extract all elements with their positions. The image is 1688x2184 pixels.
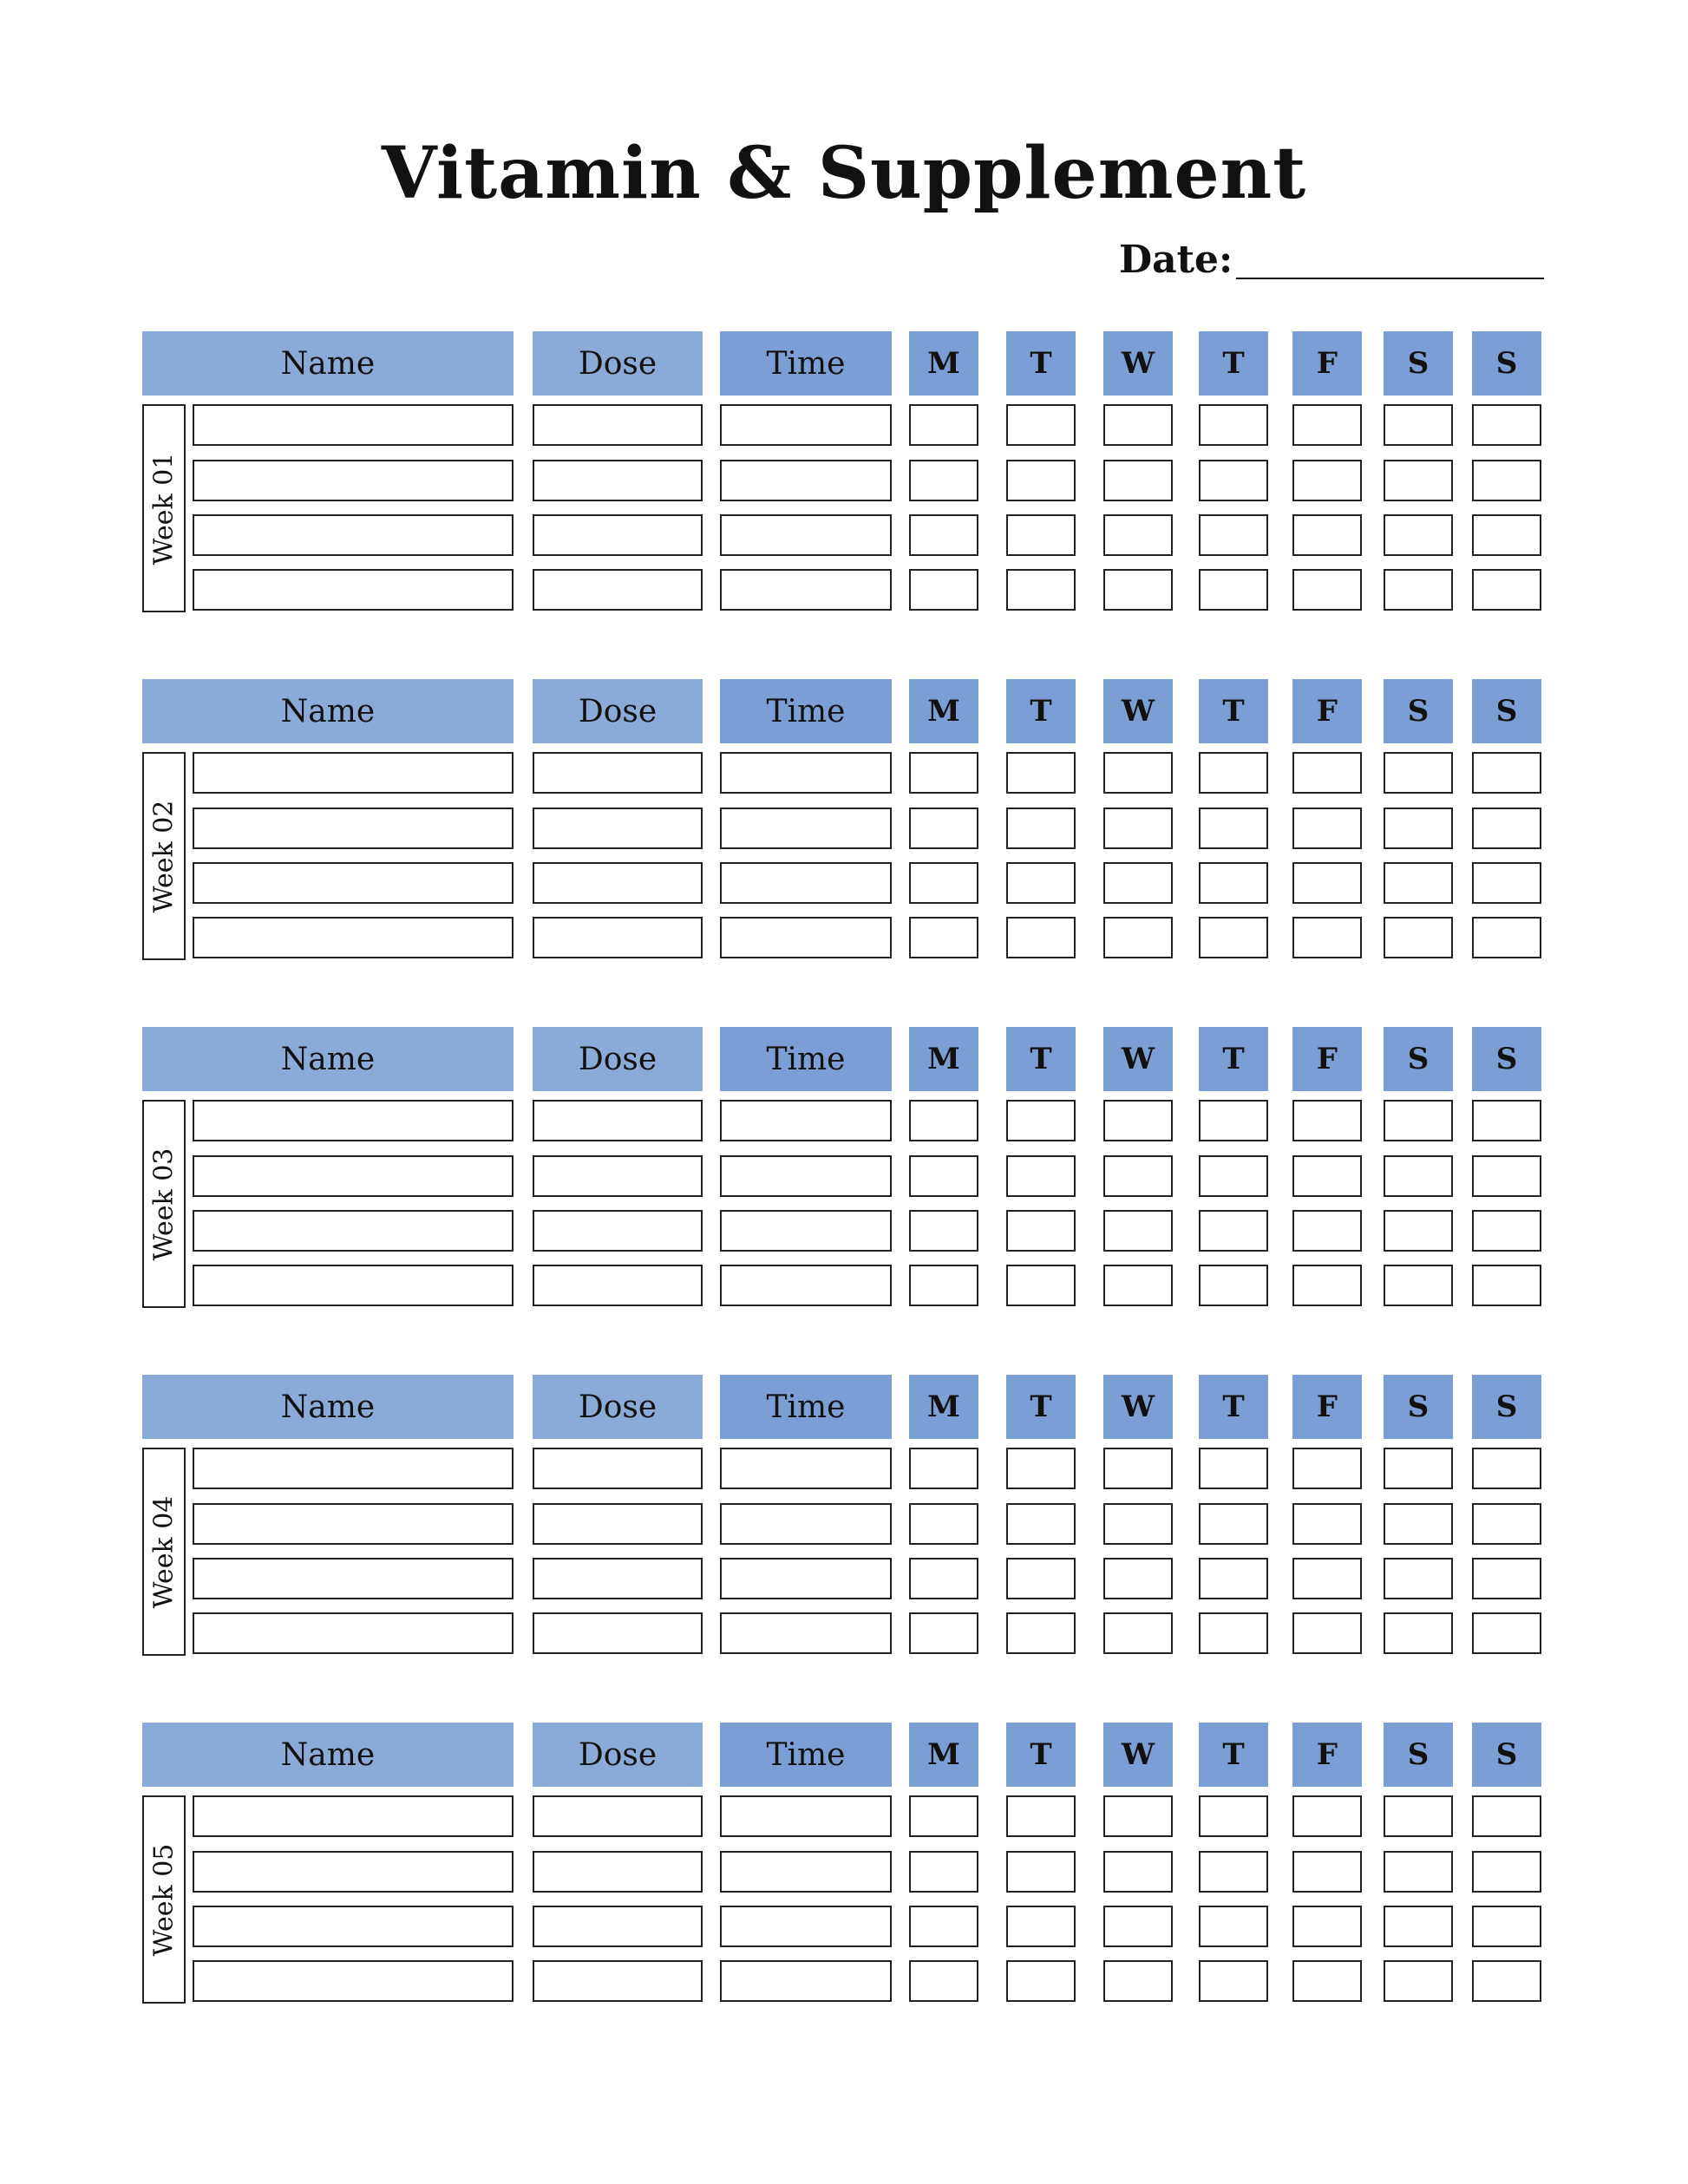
header-day-fri: F [1292, 331, 1362, 396]
checkbox-sat[interactable] [1384, 514, 1453, 556]
checkbox-sat[interactable] [1384, 1210, 1453, 1252]
dose-input[interactable] [533, 1960, 703, 2002]
checkbox-mon[interactable] [909, 862, 978, 904]
week-label [142, 1448, 186, 1656]
checkbox-mon[interactable] [909, 1503, 978, 1545]
dose-input[interactable] [533, 514, 703, 556]
header-name: Name [142, 1375, 514, 1439]
checkbox-mon[interactable] [909, 1795, 978, 1837]
checkbox-tue[interactable] [1006, 1906, 1076, 1947]
time-input[interactable] [720, 1558, 892, 1599]
header-day-mon: M [909, 1027, 978, 1091]
checkbox-wed[interactable] [1103, 1960, 1173, 2002]
checkbox-tue[interactable] [1006, 752, 1076, 794]
week-block-1 [0, 331, 1688, 626]
checkbox-sat[interactable] [1384, 1960, 1453, 2002]
header-day-sat: S [1384, 1723, 1453, 1787]
dose-input[interactable] [533, 808, 703, 849]
checkbox-thu[interactable] [1199, 460, 1268, 501]
checkbox-fri[interactable] [1292, 917, 1362, 958]
date-label: Date: [1119, 238, 1233, 282]
header-day-sun: S [1472, 1375, 1541, 1439]
checkbox-wed[interactable] [1103, 1100, 1173, 1141]
header-day-tue: T [1006, 1723, 1076, 1787]
checkbox-sat[interactable] [1384, 1155, 1453, 1197]
name-input[interactable] [193, 1448, 514, 1489]
checkbox-sat[interactable] [1384, 460, 1453, 501]
checkbox-sun[interactable] [1472, 1503, 1541, 1545]
dose-input[interactable] [533, 460, 703, 501]
checkbox-mon[interactable] [909, 1612, 978, 1654]
time-input[interactable] [720, 1612, 892, 1654]
checkbox-sun[interactable] [1472, 569, 1541, 611]
checkbox-tue[interactable] [1006, 808, 1076, 849]
week-block-4 [0, 1375, 1688, 1670]
checkbox-sun[interactable] [1472, 514, 1541, 556]
header-day-wed: W [1103, 331, 1173, 396]
checkbox-thu[interactable] [1199, 1960, 1268, 2002]
dose-input[interactable] [533, 1155, 703, 1197]
checkbox-mon[interactable] [909, 1960, 978, 2002]
week-label-text: Week 03 [148, 1148, 180, 1260]
checkbox-sat[interactable] [1384, 404, 1453, 446]
header-dose: Dose [533, 1027, 703, 1091]
checkbox-sun[interactable] [1472, 862, 1541, 904]
checkbox-tue[interactable] [1006, 1265, 1076, 1306]
checkbox-tue[interactable] [1006, 1851, 1076, 1893]
header-time: Time [720, 1027, 892, 1091]
checkbox-sat[interactable] [1384, 1448, 1453, 1489]
time-input[interactable] [720, 1795, 892, 1837]
checkbox-sun[interactable] [1472, 404, 1541, 446]
header-time: Time [720, 679, 892, 743]
header-day-sat: S [1384, 1027, 1453, 1091]
checkbox-mon[interactable] [909, 514, 978, 556]
header-time: Time [720, 331, 892, 396]
checkbox-sun[interactable] [1472, 1100, 1541, 1141]
name-input[interactable] [193, 917, 514, 958]
dose-input[interactable] [533, 1795, 703, 1837]
checkbox-thu[interactable] [1199, 862, 1268, 904]
checkbox-fri[interactable] [1292, 460, 1362, 501]
checkbox-fri[interactable] [1292, 1448, 1362, 1489]
checkbox-sat[interactable] [1384, 862, 1453, 904]
checkbox-mon[interactable] [909, 1448, 978, 1489]
header-time: Time [720, 1375, 892, 1439]
checkbox-thu[interactable] [1199, 1558, 1268, 1599]
checkbox-fri[interactable] [1292, 404, 1362, 446]
checkbox-mon[interactable] [909, 1558, 978, 1599]
header-day-tue: T [1006, 679, 1076, 743]
checkbox-thu[interactable] [1199, 1100, 1268, 1141]
checkbox-tue[interactable] [1006, 917, 1076, 958]
checkbox-fri[interactable] [1292, 569, 1362, 611]
checkbox-tue[interactable] [1006, 1448, 1076, 1489]
checkbox-wed[interactable] [1103, 752, 1173, 794]
checkbox-sat[interactable] [1384, 1265, 1453, 1306]
header-time: Time [720, 1723, 892, 1787]
checkbox-fri[interactable] [1292, 1960, 1362, 2002]
header-day-sat: S [1384, 679, 1453, 743]
dose-input[interactable] [533, 1906, 703, 1947]
checkbox-mon[interactable] [909, 1210, 978, 1252]
dose-input[interactable] [533, 1612, 703, 1654]
checkbox-thu[interactable] [1199, 514, 1268, 556]
week-label [142, 752, 186, 960]
week-block-3 [0, 1027, 1688, 1322]
checkbox-fri[interactable] [1292, 808, 1362, 849]
checkbox-wed[interactable] [1103, 1448, 1173, 1489]
checkbox-tue[interactable] [1006, 862, 1076, 904]
name-input[interactable] [193, 404, 514, 446]
week-label [142, 404, 186, 612]
time-input[interactable] [720, 1210, 892, 1252]
header-dose: Dose [533, 331, 703, 396]
week-label [142, 1100, 186, 1308]
checkbox-fri[interactable] [1292, 1210, 1362, 1252]
header-day-thu: T [1199, 1723, 1268, 1787]
checkbox-tue[interactable] [1006, 1960, 1076, 2002]
checkbox-sun[interactable] [1472, 1795, 1541, 1837]
checkbox-sat[interactable] [1384, 917, 1453, 958]
checkbox-mon[interactable] [909, 752, 978, 794]
header-dose: Dose [533, 1375, 703, 1439]
header-day-tue: T [1006, 1027, 1076, 1091]
checkbox-sun[interactable] [1472, 917, 1541, 958]
time-input[interactable] [720, 808, 892, 849]
header-day-wed: W [1103, 1375, 1173, 1439]
checkbox-thu[interactable] [1199, 1906, 1268, 1947]
time-input[interactable] [720, 1503, 892, 1545]
checkbox-tue[interactable] [1006, 1612, 1076, 1654]
checkbox-wed[interactable] [1103, 1155, 1173, 1197]
checkbox-wed[interactable] [1103, 569, 1173, 611]
checkbox-sun[interactable] [1472, 1210, 1541, 1252]
header-day-tue: T [1006, 331, 1076, 396]
week-label-text: Week 01 [148, 452, 180, 565]
name-input[interactable] [193, 1265, 514, 1306]
checkbox-mon[interactable] [909, 1100, 978, 1141]
checkbox-sat[interactable] [1384, 1851, 1453, 1893]
week-label-text: Week 04 [148, 1495, 180, 1608]
checkbox-mon[interactable] [909, 917, 978, 958]
time-input[interactable] [720, 1960, 892, 2002]
checkbox-sun[interactable] [1472, 1265, 1541, 1306]
name-input[interactable] [193, 1558, 514, 1599]
checkbox-thu[interactable] [1199, 1448, 1268, 1489]
header-day-fri: F [1292, 679, 1362, 743]
checkbox-fri[interactable] [1292, 1100, 1362, 1141]
header-day-wed: W [1103, 1027, 1173, 1091]
dose-input[interactable] [533, 404, 703, 446]
checkbox-sat[interactable] [1384, 1100, 1453, 1141]
checkbox-thu[interactable] [1199, 1210, 1268, 1252]
name-input[interactable] [193, 1100, 514, 1141]
checkbox-wed[interactable] [1103, 1265, 1173, 1306]
checkbox-sat[interactable] [1384, 752, 1453, 794]
checkbox-fri[interactable] [1292, 1795, 1362, 1837]
checkbox-wed[interactable] [1103, 1503, 1173, 1545]
checkbox-wed[interactable] [1103, 917, 1173, 958]
checkbox-sat[interactable] [1384, 1795, 1453, 1837]
header-day-thu: T [1199, 1375, 1268, 1439]
checkbox-mon[interactable] [909, 1265, 978, 1306]
checkbox-wed[interactable] [1103, 1558, 1173, 1599]
dose-input[interactable] [533, 752, 703, 794]
header-day-mon: M [909, 331, 978, 396]
checkbox-fri[interactable] [1292, 1558, 1362, 1599]
time-input[interactable] [720, 1906, 892, 1947]
date-field[interactable] [1119, 234, 1544, 283]
week-label [142, 1795, 186, 2004]
header-day-sun: S [1472, 1723, 1541, 1787]
name-input[interactable] [193, 1155, 514, 1197]
date-input-line[interactable] [1236, 278, 1544, 279]
checkbox-thu[interactable] [1199, 569, 1268, 611]
checkbox-fri[interactable] [1292, 514, 1362, 556]
dose-input[interactable] [533, 1448, 703, 1489]
header-day-sun: S [1472, 1027, 1541, 1091]
dose-input[interactable] [533, 862, 703, 904]
checkbox-tue[interactable] [1006, 1558, 1076, 1599]
time-input[interactable] [720, 917, 892, 958]
checkbox-tue[interactable] [1006, 1100, 1076, 1141]
checkbox-sat[interactable] [1384, 1906, 1453, 1947]
time-input[interactable] [720, 862, 892, 904]
checkbox-sun[interactable] [1472, 1155, 1541, 1197]
checkbox-mon[interactable] [909, 1155, 978, 1197]
checkbox-thu[interactable] [1199, 808, 1268, 849]
header-day-mon: M [909, 1375, 978, 1439]
checkbox-tue[interactable] [1006, 1210, 1076, 1252]
checkbox-wed[interactable] [1103, 1906, 1173, 1947]
header-name: Name [142, 1723, 514, 1787]
checkbox-sun[interactable] [1472, 752, 1541, 794]
week-label-text: Week 02 [148, 800, 180, 912]
checkbox-thu[interactable] [1199, 1265, 1268, 1306]
checkbox-fri[interactable] [1292, 1155, 1362, 1197]
checkbox-fri[interactable] [1292, 1612, 1362, 1654]
checkbox-fri[interactable] [1292, 752, 1362, 794]
name-input[interactable] [193, 808, 514, 849]
time-input[interactable] [720, 1155, 892, 1197]
checkbox-sat[interactable] [1384, 1503, 1453, 1545]
checkbox-thu[interactable] [1199, 1851, 1268, 1893]
header-day-sun: S [1472, 679, 1541, 743]
checkbox-wed[interactable] [1103, 404, 1173, 446]
header-dose: Dose [533, 679, 703, 743]
name-input[interactable] [193, 514, 514, 556]
checkbox-sat[interactable] [1384, 569, 1453, 611]
checkbox-mon[interactable] [909, 569, 978, 611]
checkbox-fri[interactable] [1292, 1851, 1362, 1893]
time-input[interactable] [720, 1448, 892, 1489]
checkbox-tue[interactable] [1006, 460, 1076, 501]
header-day-sat: S [1384, 331, 1453, 396]
header-day-sat: S [1384, 1375, 1453, 1439]
checkbox-wed[interactable] [1103, 1851, 1173, 1893]
header-name: Name [142, 331, 514, 396]
checkbox-fri[interactable] [1292, 1906, 1362, 1947]
header-day-fri: F [1292, 1027, 1362, 1091]
header-day-mon: M [909, 1723, 978, 1787]
checkbox-wed[interactable] [1103, 1612, 1173, 1654]
name-input[interactable] [193, 1503, 514, 1545]
name-input[interactable] [193, 1795, 514, 1837]
dose-input[interactable] [533, 1100, 703, 1141]
checkbox-mon[interactable] [909, 460, 978, 501]
header-day-thu: T [1199, 1027, 1268, 1091]
checkbox-wed[interactable] [1103, 514, 1173, 556]
dose-input[interactable] [533, 1851, 703, 1893]
checkbox-mon[interactable] [909, 808, 978, 849]
name-input[interactable] [193, 1210, 514, 1252]
time-input[interactable] [720, 752, 892, 794]
header-name: Name [142, 679, 514, 743]
checkbox-wed[interactable] [1103, 1210, 1173, 1252]
checkbox-sun[interactable] [1472, 1448, 1541, 1489]
name-input[interactable] [193, 569, 514, 611]
header-day-mon: M [909, 679, 978, 743]
checkbox-thu[interactable] [1199, 917, 1268, 958]
checkbox-wed[interactable] [1103, 808, 1173, 849]
time-input[interactable] [720, 1265, 892, 1306]
week-block-2 [0, 679, 1688, 974]
name-input[interactable] [193, 752, 514, 794]
dose-input[interactable] [533, 1503, 703, 1545]
checkbox-thu[interactable] [1199, 752, 1268, 794]
checkbox-sun[interactable] [1472, 1960, 1541, 2002]
week-block-5 [0, 1723, 1688, 2017]
time-input[interactable] [720, 569, 892, 611]
name-input[interactable] [193, 1612, 514, 1654]
header-dose: Dose [533, 1723, 703, 1787]
checkbox-tue[interactable] [1006, 1795, 1076, 1837]
checkbox-thu[interactable] [1199, 1795, 1268, 1837]
checkbox-tue[interactable] [1006, 1155, 1076, 1197]
header-day-fri: F [1292, 1375, 1362, 1439]
checkbox-fri[interactable] [1292, 1503, 1362, 1545]
header-day-tue: T [1006, 1375, 1076, 1439]
checkbox-thu[interactable] [1199, 1612, 1268, 1654]
header-name: Name [142, 1027, 514, 1091]
checkbox-wed[interactable] [1103, 460, 1173, 501]
checkbox-sun[interactable] [1472, 1906, 1541, 1947]
name-input[interactable] [193, 862, 514, 904]
checkbox-tue[interactable] [1006, 404, 1076, 446]
checkbox-thu[interactable] [1199, 1503, 1268, 1545]
header-day-sun: S [1472, 331, 1541, 396]
checkbox-thu[interactable] [1199, 1155, 1268, 1197]
checkbox-sun[interactable] [1472, 808, 1541, 849]
checkbox-mon[interactable] [909, 1906, 978, 1947]
header-day-fri: F [1292, 1723, 1362, 1787]
checkbox-sun[interactable] [1472, 1851, 1541, 1893]
header-day-thu: T [1199, 679, 1268, 743]
header-day-wed: W [1103, 679, 1173, 743]
name-input[interactable] [193, 1906, 514, 1947]
checkbox-fri[interactable] [1292, 1265, 1362, 1306]
week-label-text: Week 05 [148, 1843, 180, 1956]
time-input[interactable] [720, 460, 892, 501]
checkbox-thu[interactable] [1199, 404, 1268, 446]
checkbox-wed[interactable] [1103, 1795, 1173, 1837]
name-input[interactable] [193, 1851, 514, 1893]
checkbox-wed[interactable] [1103, 862, 1173, 904]
name-input[interactable] [193, 460, 514, 501]
checkbox-sun[interactable] [1472, 1558, 1541, 1599]
dose-input[interactable] [533, 1558, 703, 1599]
dose-input[interactable] [533, 569, 703, 611]
checkbox-mon[interactable] [909, 404, 978, 446]
checkbox-sun[interactable] [1472, 1612, 1541, 1654]
dose-input[interactable] [533, 1210, 703, 1252]
checkbox-sat[interactable] [1384, 808, 1453, 849]
header-day-thu: T [1199, 331, 1268, 396]
checkbox-tue[interactable] [1006, 514, 1076, 556]
checkbox-tue[interactable] [1006, 1503, 1076, 1545]
checkbox-fri[interactable] [1292, 862, 1362, 904]
time-input[interactable] [720, 1100, 892, 1141]
checkbox-mon[interactable] [909, 1851, 978, 1893]
dose-input[interactable] [533, 917, 703, 958]
time-input[interactable] [720, 404, 892, 446]
checkbox-sat[interactable] [1384, 1558, 1453, 1599]
time-input[interactable] [720, 514, 892, 556]
header-day-wed: W [1103, 1723, 1173, 1787]
time-input[interactable] [720, 1851, 892, 1893]
checkbox-tue[interactable] [1006, 569, 1076, 611]
dose-input[interactable] [533, 1265, 703, 1306]
name-input[interactable] [193, 1960, 514, 2002]
checkbox-sat[interactable] [1384, 1612, 1453, 1654]
page-title: Vitamin & Supplement [381, 132, 1307, 215]
checkbox-sun[interactable] [1472, 460, 1541, 501]
